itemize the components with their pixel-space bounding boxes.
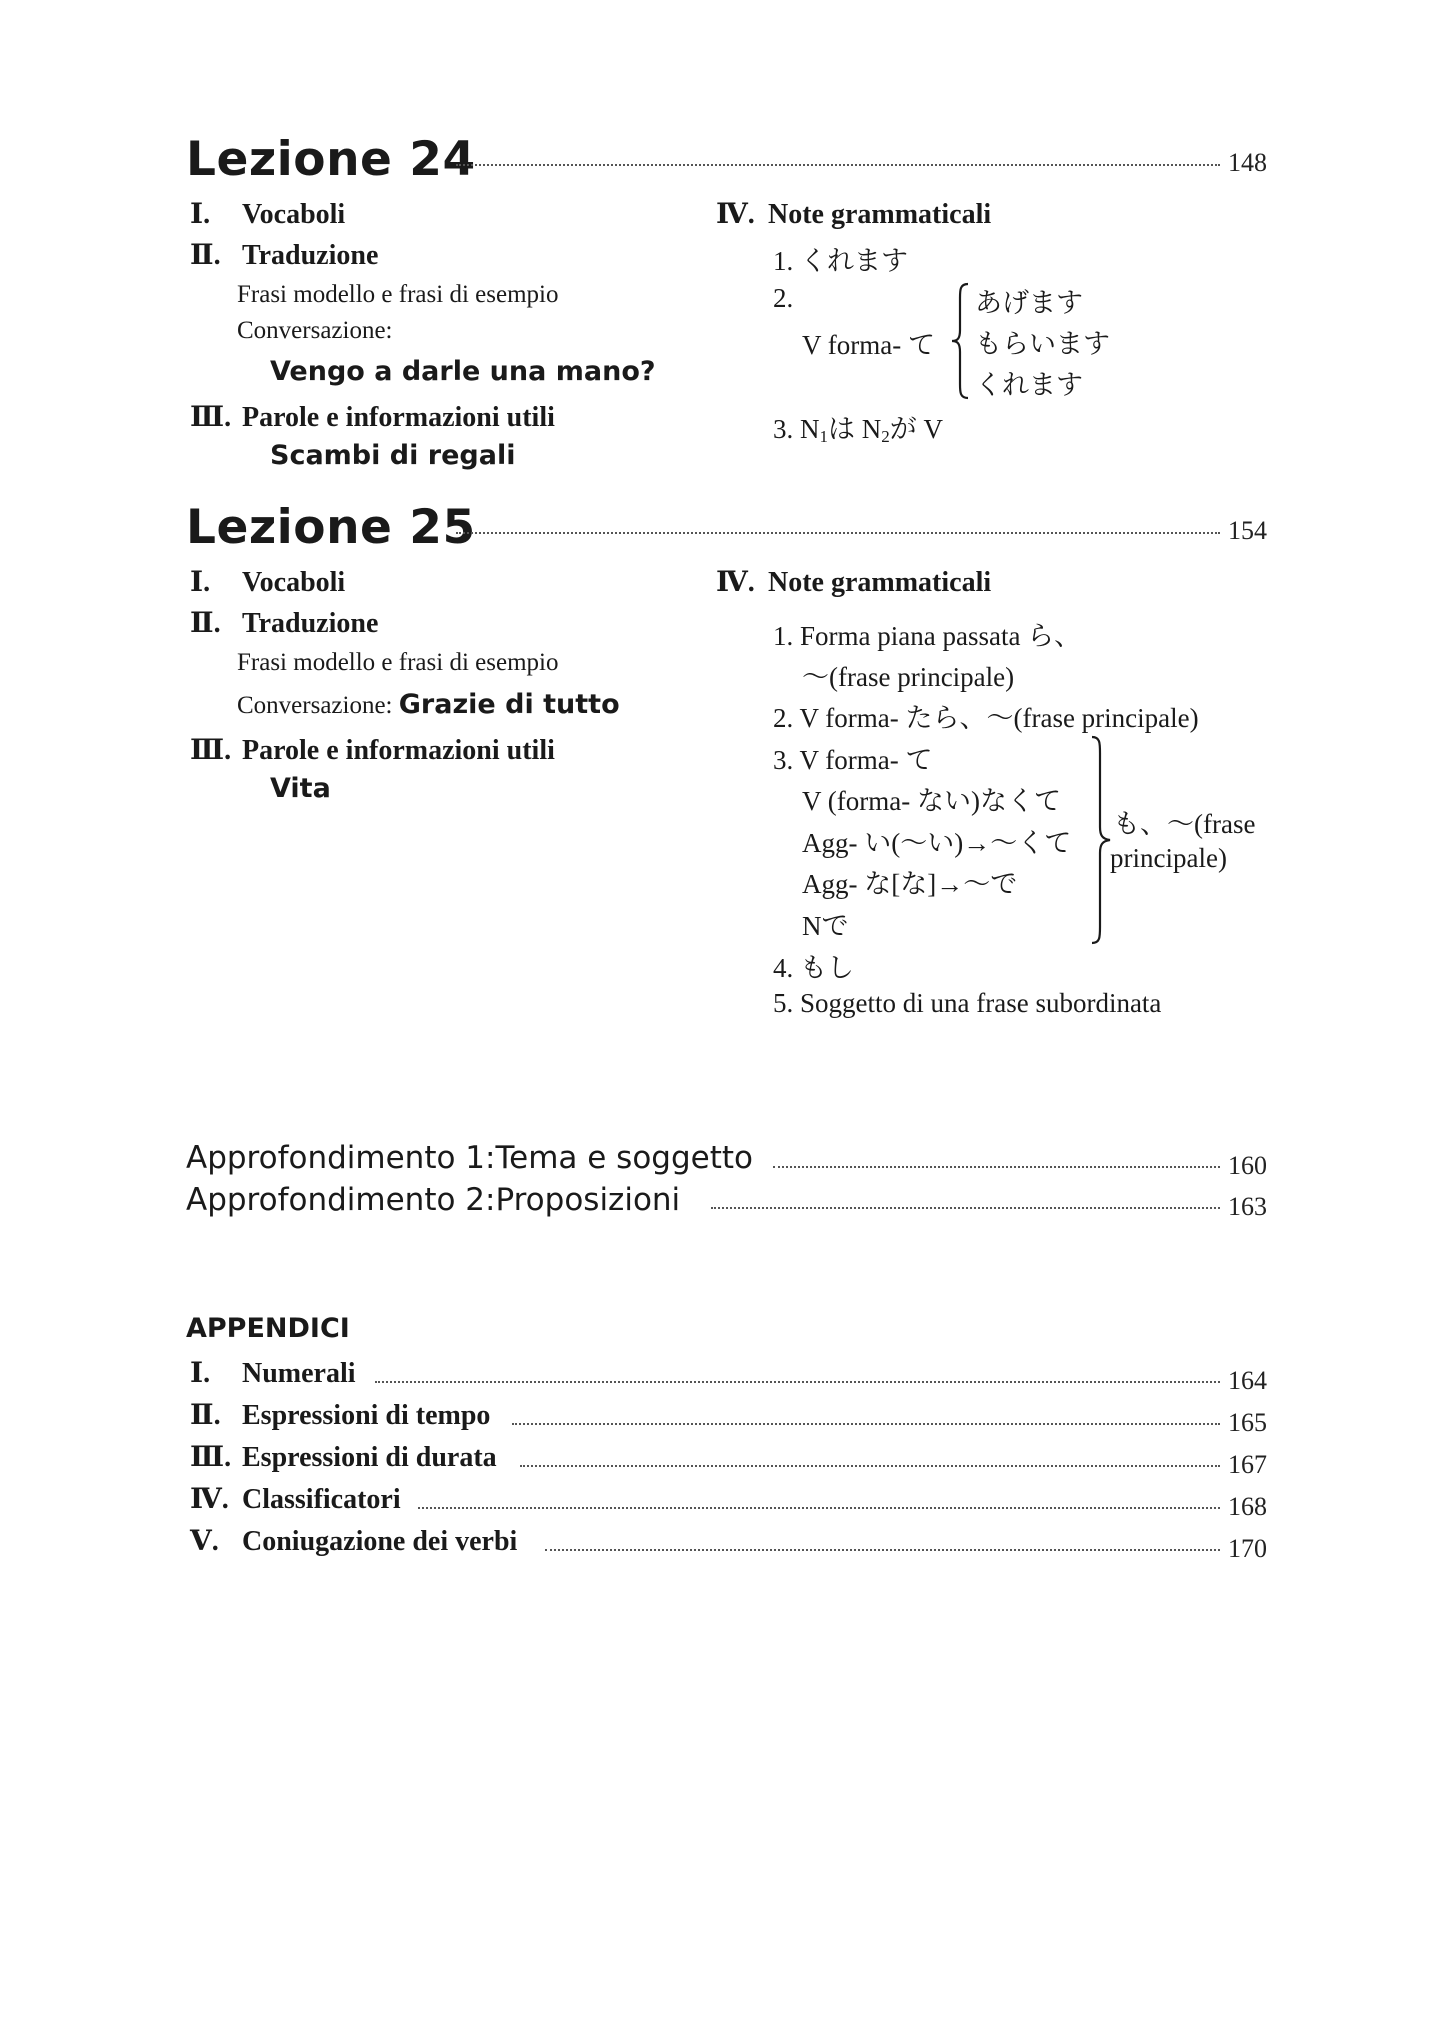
roman-numeral: Ⅰ. xyxy=(190,567,211,598)
section-label: Vocaboli xyxy=(242,567,346,598)
curly-brace-icon xyxy=(950,282,972,400)
l25-section-4[interactable] xyxy=(716,565,991,599)
section-label: Parole e informazioni utili xyxy=(242,735,555,766)
roman-numeral: Ⅲ. xyxy=(190,1442,232,1473)
toc-leader xyxy=(520,1465,1220,1467)
roman-numeral: Ⅳ. xyxy=(190,1484,229,1515)
section-label: Note grammaticali xyxy=(768,567,992,598)
l25-section-1[interactable] xyxy=(190,565,345,599)
approfondimento-2-title[interactable]: Approfondimento 2:Proposizioni xyxy=(186,1182,681,1218)
section-label: Traduzione xyxy=(242,240,379,271)
lesson-25-title[interactable]: Lezione 25 xyxy=(186,500,476,555)
l24-note-3: 3. $N_1$は $N_2$が V xyxy=(773,414,943,446)
approfondimento-1-title[interactable]: Approfondimento 1:Tema e soggetto xyxy=(186,1140,754,1176)
appendix-item-1[interactable] xyxy=(190,1356,356,1390)
l25-note-3-rhs-1: も、〜(frase xyxy=(1113,809,1256,839)
l25-note-5: 5. Soggetto di una frase subordinata xyxy=(773,988,1162,1018)
appendix-3-page[interactable]: 167 xyxy=(1228,1450,1267,1479)
l24-section-3[interactable] xyxy=(190,400,555,434)
appendix-label: Classificatori xyxy=(242,1484,401,1515)
lesson-24-page[interactable]: 148 xyxy=(1228,148,1267,177)
l25-conversation-label: Conversazione: xyxy=(237,692,393,719)
l25-frasi: Frasi modello e frasi di esempio xyxy=(237,649,559,676)
l25-conversation xyxy=(237,689,620,720)
roman-numeral: Ⅳ. xyxy=(716,567,755,598)
l25-conversation-title: Grazie di tutto xyxy=(398,689,620,720)
l24-section-1[interactable] xyxy=(190,197,345,231)
appendix-label: Coniugazione dei verbi xyxy=(242,1526,518,1557)
l24-note-2-opt-1: あげます xyxy=(975,288,1083,318)
toc-leader xyxy=(375,1381,1220,1383)
roman-numeral: Ⅰ. xyxy=(190,1358,211,1389)
appendix-2-page[interactable]: 165 xyxy=(1228,1408,1267,1437)
roman-numeral: Ⅴ. xyxy=(190,1526,219,1557)
appendici-heading: APPENDICI xyxy=(186,1313,350,1344)
l25-note-1a: 1. Forma piana passata ら、 xyxy=(773,621,1082,651)
l24-note-2-opt-3: くれます xyxy=(975,370,1083,400)
appendix-label: Numerali xyxy=(242,1358,356,1389)
l25-note-1b: 〜(frase principale) xyxy=(802,662,1015,692)
l24-conversation-label: Conversazione: xyxy=(237,317,393,344)
l25-note-3-rhs-2: principale) xyxy=(1110,843,1227,873)
toc-leader xyxy=(512,1423,1220,1425)
approfondimento-2-page[interactable]: 163 xyxy=(1228,1192,1267,1221)
appendix-item-5[interactable] xyxy=(190,1524,517,1558)
toc-leader xyxy=(773,1166,1220,1168)
lesson-25-page[interactable]: 154 xyxy=(1228,516,1267,545)
l24-note-2-number: 2. xyxy=(773,283,794,313)
toc-leader xyxy=(711,1207,1220,1209)
toc-leader xyxy=(545,1549,1220,1551)
roman-numeral: Ⅲ. xyxy=(190,402,232,433)
toc-leader xyxy=(418,1507,1220,1509)
toc-leader xyxy=(456,164,1220,166)
l25-note-2: 2. V forma- たら、〜(frase principale) xyxy=(773,703,1199,733)
l24-conversation-title: Vengo a darle una mano? xyxy=(270,356,656,387)
l25-note-4: 4. もし xyxy=(773,953,854,983)
l25-note-3-line-3: Agg- い(〜い)→〜くて xyxy=(802,828,1072,858)
l25-note-3-line-4: Agg- な[な]→〜で xyxy=(802,869,1018,899)
l25-note-3-line-2: V (forma- ない)なくて xyxy=(802,786,1061,816)
roman-numeral: Ⅳ. xyxy=(716,199,755,230)
l25-section-3[interactable] xyxy=(190,733,555,767)
section-label: Parole e informazioni utili xyxy=(242,402,555,433)
section-label: Note grammaticali xyxy=(768,199,992,230)
lesson-24-title[interactable]: Lezione 24 xyxy=(186,132,476,187)
l24-frasi: Frasi modello e frasi di esempio xyxy=(237,281,559,308)
l24-note-2-lhs: V forma- て xyxy=(802,330,935,360)
toc-leader xyxy=(456,532,1220,534)
roman-numeral: Ⅱ. xyxy=(190,240,221,271)
l24-note-2-opt-2: もらいます xyxy=(975,329,1110,359)
l24-note-1: 1. くれます xyxy=(773,246,908,276)
l25-section-2[interactable] xyxy=(190,606,378,640)
appendix-item-4[interactable] xyxy=(190,1482,401,1516)
section-label: Traduzione xyxy=(242,608,379,639)
l25-section-3-title: Vita xyxy=(270,773,331,804)
l25-note-3-line-1: 3. V forma- て xyxy=(773,745,933,775)
l24-section-4[interactable] xyxy=(716,197,991,231)
appendix-1-page[interactable]: 164 xyxy=(1228,1366,1267,1395)
appendix-item-3[interactable] xyxy=(190,1440,497,1474)
appendix-5-page[interactable]: 170 xyxy=(1228,1534,1267,1563)
l24-section-2[interactable] xyxy=(190,238,378,272)
curly-brace-icon xyxy=(1090,735,1114,945)
approfondimento-1-page[interactable]: 160 xyxy=(1228,1151,1267,1180)
l25-note-3-line-5: Nで xyxy=(802,911,849,941)
roman-numeral: Ⅱ. xyxy=(190,1400,221,1431)
appendix-4-page[interactable]: 168 xyxy=(1228,1492,1267,1521)
l24-section-3-title: Scambi di regali xyxy=(270,440,516,471)
roman-numeral: Ⅰ. xyxy=(190,199,211,230)
appendix-label: Espressioni di durata xyxy=(242,1442,497,1473)
appendix-label: Espressioni di tempo xyxy=(242,1400,491,1431)
section-label: Vocaboli xyxy=(242,199,346,230)
roman-numeral: Ⅲ. xyxy=(190,735,232,766)
roman-numeral: Ⅱ. xyxy=(190,608,221,639)
appendix-item-2[interactable] xyxy=(190,1398,490,1432)
